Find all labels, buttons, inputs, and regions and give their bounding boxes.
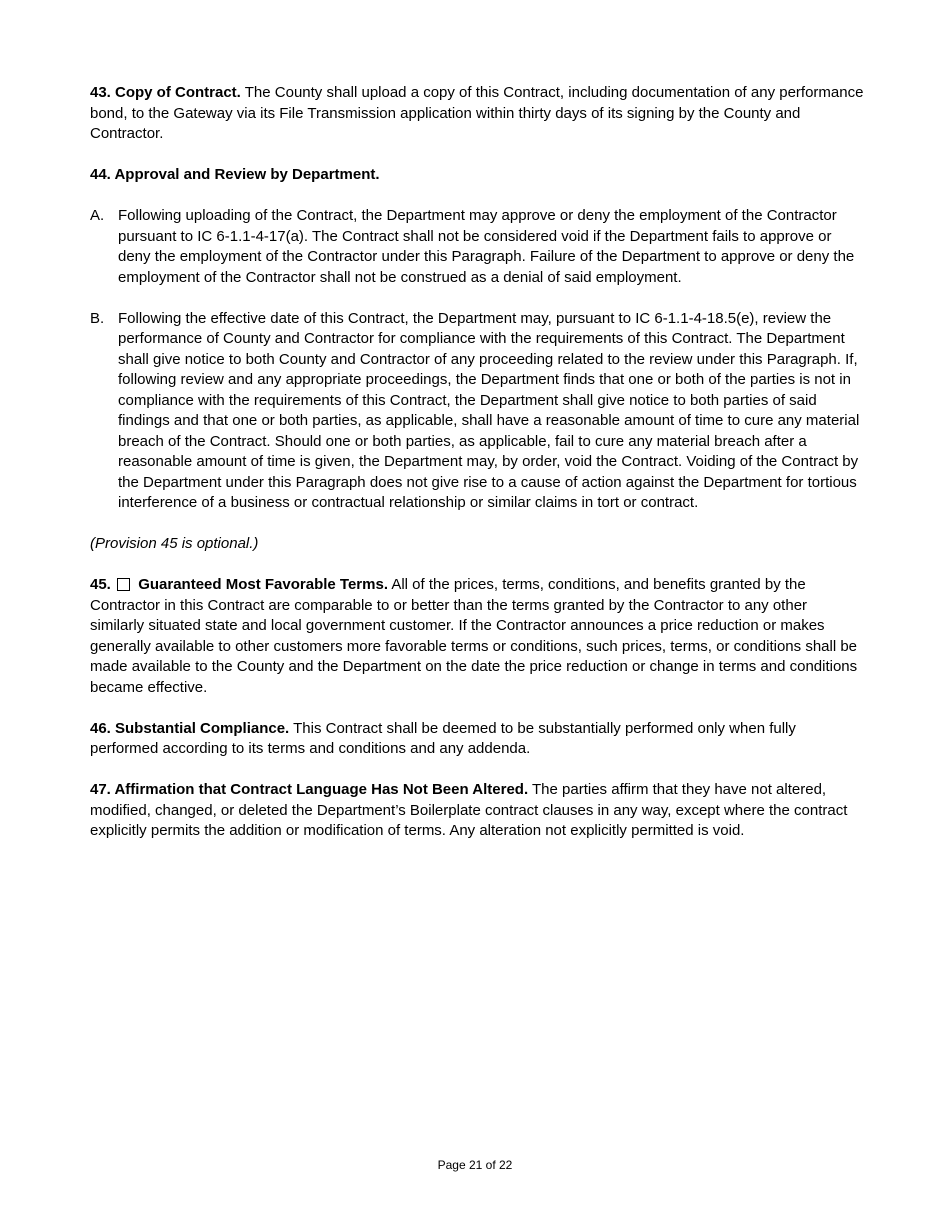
list-marker-b: B. [90, 309, 105, 327]
section-44-item-b [90, 309, 865, 514]
section-47 [90, 780, 865, 842]
page-number-footer: Page 21 of 22 [437, 1158, 513, 1172]
section-47-body: The parties affirm that they have not altered, modified, changed, or deleted the Department’s Boilerplate contract clauses in any way, except where the contract explicitly permits the addition or modification of terms. Any alteration not explicitly permitted is void. [90, 781, 848, 839]
section-43-heading: 43. Copy of Contract. [90, 84, 241, 101]
section-45 [90, 575, 865, 698]
section-44-item-a-text: Following uploading of the Contract, the Department may approve or deny the employment of the Contractor pursuant to IC 6-1.1-4-17(a). The Contract shall not be considered void if the Department fails to approve or deny the employment of the Contractor under this Paragraph. Failure of the Department to approve or deny the employment of the Contractor shall not be construed as a denial of said employment. [118, 207, 855, 286]
section-44-heading: 44. Approval and Review by Department. [90, 166, 380, 183]
section-44-item-b-text: Following the effective date of this Contract, the Department may, pursuant to IC 6-1.1-4-18.5(e), review the performance of County and Contractor for compliance with the requirements of this Contract. The Department shall give notice to both County and Contractor of any proceeding related to the review under this Paragraph. If, following review and any appropriate proceedings, the Department finds that one or both of the parties is not in compliance with the requirements of this Contract, the Department shall give notice to both parties of said findings and that one or both parties, as applicable, shall have a reasonable amount of time to cure any material breach of the Contract. Should one or both parties, as applicable, fail to cure any material breach after a reasonable amount of time is given, the Department may, by order, void the Contract. Voiding of the Contract by the Department under this Paragraph does not give rise to a cause of action against the Department for tortious interference of a business or contractual relationship or similar claims in tort or contract. [118, 309, 860, 511]
section-43-body: The County shall upload a copy of this Contract, including documentation of any performance bond, to the Gateway via its File Transmission application within thirty days of its signing by the County and Contractor. [90, 84, 864, 142]
guaranteed-terms-checkbox[interactable] [117, 578, 130, 591]
section-45-heading: Guaranteed Most Favorable Terms. [138, 576, 388, 593]
document-page [90, 83, 865, 862]
list-marker-a: A. [90, 207, 105, 224]
section-45-number: 45. [90, 576, 111, 593]
optional-provision-note: (Provision 45 is optional.) [90, 535, 259, 552]
section-46-heading: 46. Substantial Compliance. [90, 719, 290, 737]
section-44-item-a [90, 206, 865, 288]
section-43 [90, 83, 865, 145]
section-46 [90, 719, 865, 760]
section-45-body: All of the prices, terms, conditions, and benefits granted by the Contractor in this Contract are comparable to or better than the terms granted by the Contractor to any other similarly situated state and local government customer. If the Contractor announces a price reduction or makes generally available to other customers more favorable terms or conditions, such prices, terms, or conditions shall be made available to the County and the Department on the date the price reduction or change in terms and conditions became effective. [90, 576, 858, 696]
section-47-heading: 47. Affirmation that Contract Language Has Not Been Altered. [90, 781, 529, 798]
section-46-body: This Contract shall be deemed to be substantially performed only when fully performed according to its terms and conditions and any addenda. [90, 719, 796, 757]
